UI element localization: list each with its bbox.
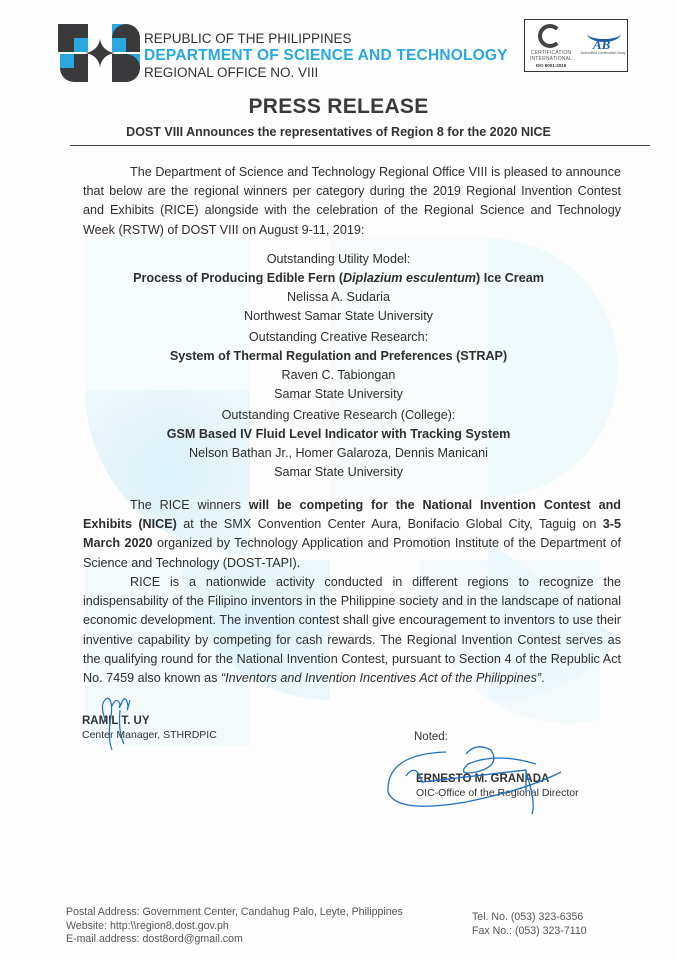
signatory-role: Center Manager, STHRDPIC	[82, 729, 217, 741]
page-title: PRESS RELEASE	[248, 95, 429, 118]
signatory-ernesto-granada	[416, 772, 579, 801]
nice-paragraph: The RICE winners will be competing for the National Invention Contest and Exhibits (NICE) at the SMX Convention Center Aura, Bonifacio Global City, Taguig on 3-5 March 2020 organized by Technology Application and Promotion Institute of the Department of Science and Technology (DOST-TAPI).	[83, 498, 621, 570]
signature-icon	[376, 742, 576, 822]
signatory-name: ERNESTO M. GRANADA	[416, 773, 550, 785]
award-winners: Nelson Bathan Jr., Homer Galaroza, Dennis Manicani	[189, 446, 488, 460]
signature-icon	[96, 692, 136, 752]
award-winners: Raven C. Tabiongan	[281, 368, 396, 382]
award-category: Outstanding Creative Research (College):	[221, 408, 456, 422]
signatory-role: OIC-Office of the Regional Director	[416, 787, 579, 799]
header-regional-office: REGIONAL OFFICE NO. VIII	[144, 65, 319, 80]
cert-line1: CERTIFICATION	[530, 50, 572, 56]
award-school: Samar State University	[274, 387, 403, 401]
ab-caption: Accredited Certification Body	[580, 51, 626, 55]
ab-mark: AB	[593, 37, 611, 52]
footer-website[interactable]: Website: http:\\region8.dost.gov.ph	[66, 919, 229, 932]
intro-paragraph: The Department of Science and Technology Regional Office VIII is pleased to announce that below are the regional winners per category during the 2019 Regional Invention Contest and Exhibits (RICE) alongside with the celebration of the Regional Science and Technology Week (RSTW) of DOST VIII on August 9-11, 2019:	[83, 165, 621, 237]
award-category: Outstanding Creative Research:	[248, 330, 429, 344]
footer-email[interactable]: E-mail address: dost8ord@gmail.com	[66, 933, 243, 945]
certification-ring-icon	[538, 24, 562, 48]
award-school: Northwest Samar State University	[244, 309, 433, 323]
header-republic: REPUBLIC OF THE PHILIPPINES	[144, 31, 352, 46]
footer-contact	[66, 906, 403, 947]
rice-paragraph: RICE is a nationwide activity conducted in different regions to recognize the indispensability of the Filipino inventors in the Philippine society and in the landscape of national economic development. The invention contest shall give encouragement to inventors to use their inventive capability by competing for cash rewards. The Regional Invention Contest serves as the qualifying round for the National Invention Contest, pursuant to Section 4 of the Republic Act No. 7459 also known as “Inventors and Invention Incentives Act of the Philippines”.	[83, 575, 621, 686]
header-divider	[70, 145, 650, 146]
signatory-ramil-uy	[82, 714, 217, 743]
award-winners: Nelissa A. Sudaria	[287, 290, 390, 304]
noted-label: Noted:	[414, 731, 448, 743]
footer-tel: Tel. No. (053) 323-6356	[472, 911, 584, 923]
award-utility-model	[0, 250, 677, 326]
page-subtitle: DOST VIII Announces the representatives of Region 8 for the 2020 NICE	[126, 125, 551, 139]
award-category: Outstanding Utility Model:	[266, 252, 411, 266]
signatory-name: RAMIL T. UY	[82, 715, 150, 727]
footer-phone	[472, 910, 587, 938]
award-title: System of Thermal Regulation and Preferences (STRAP)	[169, 349, 508, 363]
dost-logo-icon	[58, 22, 142, 84]
award-creative-research	[0, 328, 677, 404]
cert-iso: ISO 9001:2015	[535, 63, 567, 68]
award-title: Process of Producing Edible Fern (Diplazium esculentum) Ice Cream	[133, 271, 544, 285]
iso-certification-badge	[524, 19, 628, 72]
award-school: Samar State University	[274, 465, 403, 479]
award-creative-research-college	[0, 406, 677, 482]
award-title: GSM Based IV Fluid Level Indicator with Tracking System	[166, 427, 511, 441]
cert-line2: INTERNATIONAL	[529, 55, 573, 62]
footer-postal-address: Postal Address: Government Center, Candahug Palo, Leyte, Philippines	[66, 906, 403, 918]
header-department: DEPARTMENT OF SCIENCE AND TECHNOLOGY	[144, 47, 508, 64]
footer-fax: Fax No.: (053) 323-7110	[472, 925, 587, 937]
